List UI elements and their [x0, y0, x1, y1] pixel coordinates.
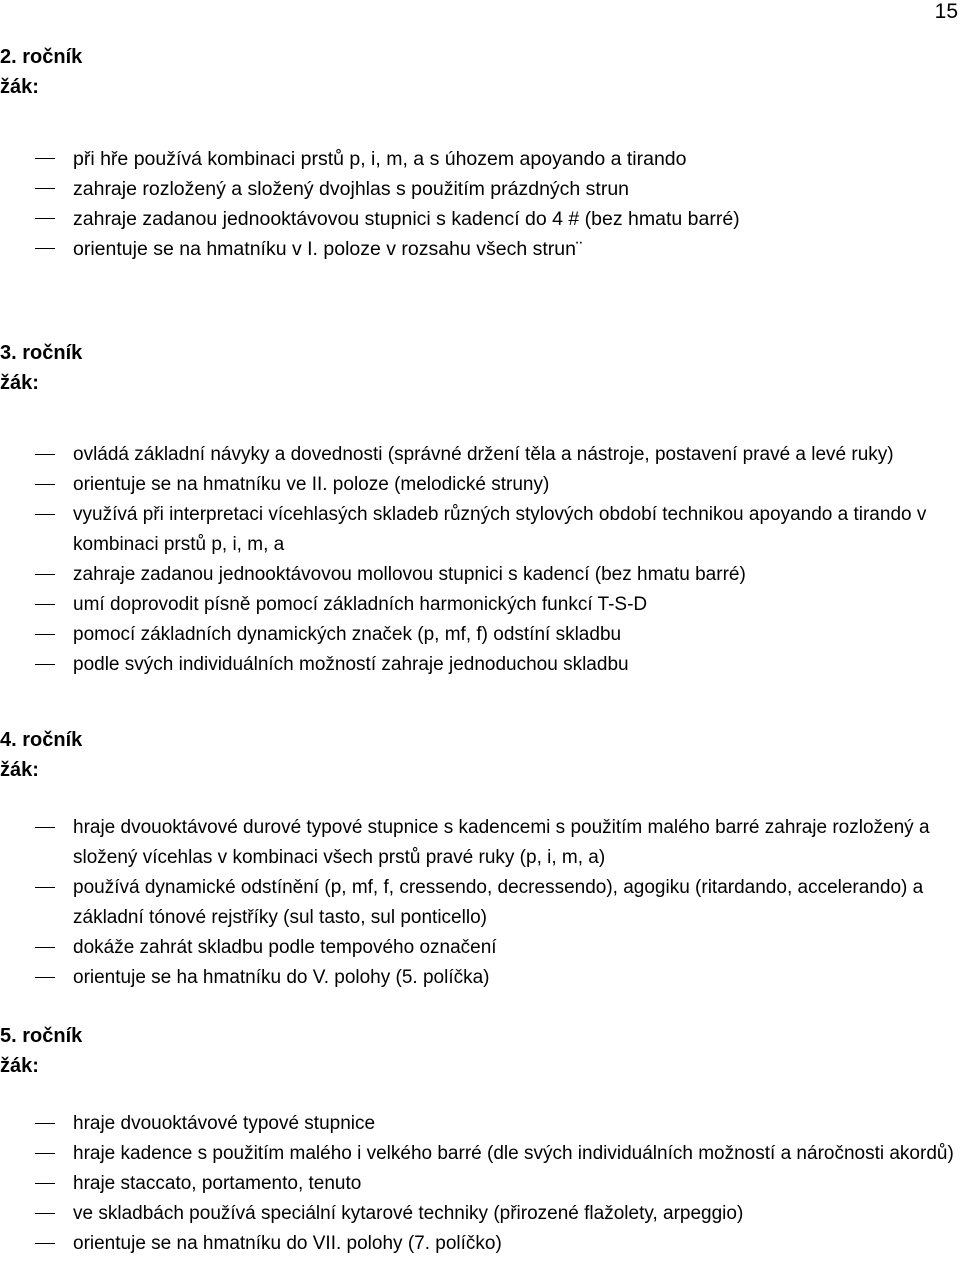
subject-heading: žák:	[0, 1055, 39, 1077]
outcome-list	[0, 440, 960, 680]
list-item: podle svých individuálních možností zahraje jednoduchou skladbu	[0, 650, 960, 680]
section-year-2	[0, 42, 960, 264]
list-item: při hře používá kombinaci prstů p, i, m, a s úhozem apoyando a tirando	[0, 144, 960, 174]
list-item: používá dynamické odstínění (p, mf, f, cressendo, decressendo), agogiku (ritardando, accelerando) a základní tónové rejstříky (sul tasto, sul ponticello)	[0, 873, 960, 933]
outcome-list	[0, 813, 960, 993]
outcome-list	[0, 144, 960, 264]
dash-bullet-icon	[35, 158, 55, 159]
dash-bullet-icon	[35, 664, 55, 665]
list-item: pomocí základních dynamických značek (p, mf, f) odstíní skladbu	[0, 620, 960, 650]
dash-bullet-icon	[35, 604, 55, 605]
dash-bullet-icon	[35, 1153, 55, 1154]
section-year-3	[0, 338, 960, 680]
list-item: zahraje rozložený a složený dvojhlas s použitím prázdných strun	[0, 174, 960, 204]
list-item: dokáže zahrát skladbu podle tempového označení	[0, 933, 960, 963]
dash-bullet-icon	[35, 514, 55, 515]
year-heading: 4. ročník	[0, 729, 83, 751]
dash-bullet-icon	[35, 1123, 55, 1124]
dash-bullet-icon	[35, 574, 55, 575]
list-item: zahraje zadanou jednooktávovou stupnici s kadencí do 4 # (bez hmatu barré)	[0, 204, 960, 234]
list-item: hraje dvouoktávové typové stupnice	[0, 1109, 960, 1139]
list-item: hraje dvouoktávové durové typové stupnice s kadencemi s použitím malého barré zahraje rozložený a složený vícehlas v kombinaci všech prstů pravé ruky (p, i, m, a)	[0, 813, 960, 873]
list-item: ve skladbách používá speciální kytarové techniky (přirozené flažolety, arpeggio)	[0, 1199, 960, 1229]
year-heading: 2. ročník	[0, 46, 83, 68]
dash-bullet-icon	[35, 454, 55, 455]
year-heading: 5. ročník	[0, 1025, 83, 1047]
list-item: ovládá základní návyky a dovednosti (správné držení těla a nástroje, postavení pravé a levé ruky)	[0, 440, 960, 470]
list-item: hraje kadence s použitím malého i velkého barré (dle svých individuálních možností a náročnosti akordů)	[0, 1139, 960, 1169]
subject-heading: žák:	[0, 76, 39, 98]
dash-bullet-icon	[35, 188, 55, 189]
section-year-4	[0, 725, 960, 993]
section-year-5	[0, 1021, 960, 1259]
dash-bullet-icon	[35, 248, 55, 249]
dash-bullet-icon	[35, 1183, 55, 1184]
outcome-list	[0, 1109, 960, 1259]
dash-bullet-icon	[35, 887, 55, 888]
dash-bullet-icon	[35, 1243, 55, 1244]
list-item: orientuje se na hmatníku do VII. polohy (7. políčko)	[0, 1229, 960, 1259]
dash-bullet-icon	[35, 947, 55, 948]
dash-bullet-icon	[35, 484, 55, 485]
dash-bullet-icon	[35, 634, 55, 635]
list-item: využívá při interpretaci vícehlasých skladeb různých stylových období technikou apoyando a tirando v kombinaci prstů p, i, m, a	[0, 500, 960, 560]
dash-bullet-icon	[35, 218, 55, 219]
list-item: hraje staccato, portamento, tenuto	[0, 1169, 960, 1199]
dash-bullet-icon	[35, 1213, 55, 1214]
dash-bullet-icon	[35, 977, 55, 978]
dash-bullet-icon	[35, 827, 55, 828]
list-item: orientuje se ha hmatníku do V. polohy (5. políčka)	[0, 963, 960, 993]
page-number: 15	[934, 0, 958, 23]
list-item: zahraje zadanou jednooktávovou mollovou stupnici s kadencí (bez hmatu barré)	[0, 560, 960, 590]
subject-heading: žák:	[0, 372, 39, 394]
list-item: orientuje se na hmatníku ve II. poloze (melodické struny)	[0, 470, 960, 500]
year-heading: 3. ročník	[0, 342, 83, 364]
list-item: orientuje se na hmatníku v I. poloze v rozsahu všech strun¨	[0, 234, 960, 264]
list-item: umí doprovodit písně pomocí základních harmonických funkcí T-S-D	[0, 590, 960, 620]
subject-heading: žák:	[0, 759, 39, 781]
